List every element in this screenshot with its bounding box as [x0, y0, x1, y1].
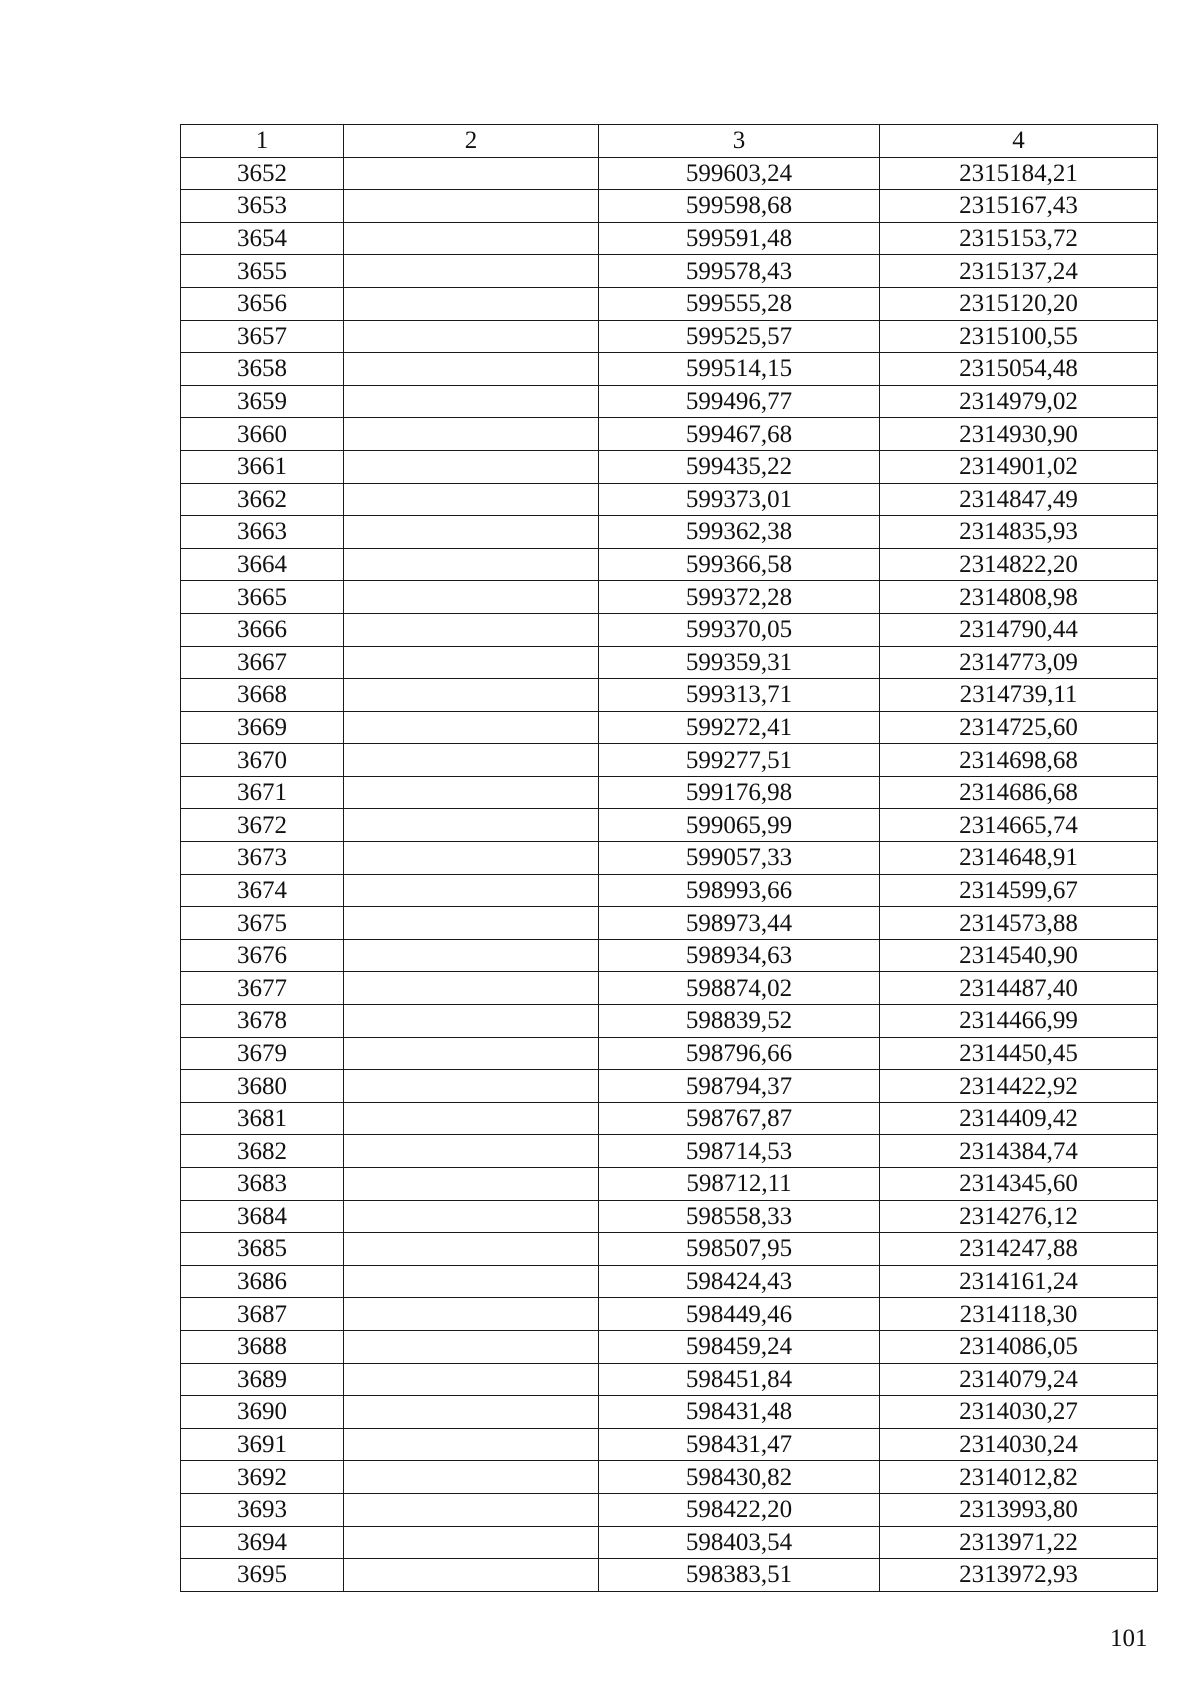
table-cell-col-3: 599555,28	[599, 287, 880, 320]
table-cell-col-3: 598431,47	[599, 1428, 880, 1461]
table-cell-col-1: 3690	[181, 1396, 344, 1429]
table-cell-col-3: 599525,57	[599, 320, 880, 353]
table-cell-col-3: 598507,95	[599, 1233, 880, 1266]
table-cell-col-2	[344, 190, 599, 223]
table-row	[181, 581, 1158, 614]
table-cell-col-1: 3695	[181, 1559, 344, 1592]
table-cell-col-1: 3663	[181, 516, 344, 549]
table-cell-col-4: 2314161,24	[880, 1265, 1158, 1298]
table-cell-col-4: 2314648,91	[880, 842, 1158, 875]
table-cell-col-2	[344, 1330, 599, 1363]
table-cell-col-3: 599065,99	[599, 809, 880, 842]
table-cell-col-1: 3671	[181, 776, 344, 809]
table-cell-col-4: 2314030,24	[880, 1428, 1158, 1461]
table-cell-col-3: 598712,11	[599, 1168, 880, 1201]
table-row	[181, 711, 1158, 744]
table-row	[181, 1005, 1158, 1038]
table-cell-col-3: 599362,38	[599, 516, 880, 549]
table-row	[181, 320, 1158, 353]
table-cell-col-1: 3672	[181, 809, 344, 842]
table-cell-col-2	[344, 972, 599, 1005]
table-header	[181, 125, 1158, 158]
table-cell-col-4: 2314118,30	[880, 1298, 1158, 1331]
table-cell-col-1: 3668	[181, 679, 344, 712]
table-row	[181, 1396, 1158, 1429]
column-header-4: 4	[880, 125, 1158, 158]
table-cell-col-3: 598714,53	[599, 1135, 880, 1168]
table-cell-col-4: 2313993,80	[880, 1493, 1158, 1526]
table-row	[181, 548, 1158, 581]
table-cell-col-4: 2315184,21	[880, 157, 1158, 190]
table-row	[181, 874, 1158, 907]
table-cell-col-1: 3682	[181, 1135, 344, 1168]
table-cell-col-4: 2314276,12	[880, 1200, 1158, 1233]
table-cell-col-1: 3652	[181, 157, 344, 190]
table-cell-col-4: 2314079,24	[880, 1363, 1158, 1396]
table-cell-col-3: 599514,15	[599, 353, 880, 386]
table-cell-col-2	[344, 1037, 599, 1070]
table-cell-col-4: 2314808,98	[880, 581, 1158, 614]
table-row	[181, 1265, 1158, 1298]
table-cell-col-1: 3658	[181, 353, 344, 386]
table-cell-col-1: 3666	[181, 613, 344, 646]
table-cell-col-2	[344, 744, 599, 777]
table-cell-col-4: 2315100,55	[880, 320, 1158, 353]
table-row	[181, 1298, 1158, 1331]
table-row	[181, 1168, 1158, 1201]
table-cell-col-1: 3679	[181, 1037, 344, 1070]
table-cell-col-2	[344, 222, 599, 255]
table-cell-col-3: 599366,58	[599, 548, 880, 581]
table-cell-col-1: 3675	[181, 907, 344, 940]
page-number: 101	[1110, 1625, 1148, 1652]
table-row	[181, 516, 1158, 549]
table-cell-col-4: 2314573,88	[880, 907, 1158, 940]
table-cell-col-4: 2314901,02	[880, 450, 1158, 483]
table-cell-col-2	[344, 809, 599, 842]
table-row	[181, 744, 1158, 777]
table-row	[181, 255, 1158, 288]
table-cell-col-3: 598874,02	[599, 972, 880, 1005]
table-cell-col-4: 2314739,11	[880, 679, 1158, 712]
table-cell-col-4: 2314345,60	[880, 1168, 1158, 1201]
table-cell-col-2	[344, 1200, 599, 1233]
column-header-1: 1	[181, 125, 344, 158]
table-cell-col-1: 3689	[181, 1363, 344, 1396]
table-cell-col-1: 3680	[181, 1070, 344, 1103]
table-row	[181, 613, 1158, 646]
table-cell-col-1: 3656	[181, 287, 344, 320]
table-cell-col-4: 2315137,24	[880, 255, 1158, 288]
table-cell-col-3: 598449,46	[599, 1298, 880, 1331]
table-cell-col-3: 599272,41	[599, 711, 880, 744]
table-row	[181, 1330, 1158, 1363]
table-cell-col-2	[344, 1168, 599, 1201]
table-cell-col-1: 3691	[181, 1428, 344, 1461]
table-cell-col-1: 3657	[181, 320, 344, 353]
table-cell-col-4: 2314540,90	[880, 939, 1158, 972]
table-cell-col-4: 2314835,93	[880, 516, 1158, 549]
table-cell-col-4: 2315167,43	[880, 190, 1158, 223]
table-cell-col-2	[344, 255, 599, 288]
table-row	[181, 1070, 1158, 1103]
table-cell-col-4: 2314012,82	[880, 1461, 1158, 1494]
table-cell-col-2	[344, 418, 599, 451]
table-cell-col-2	[344, 907, 599, 940]
table-cell-col-4: 2314086,05	[880, 1330, 1158, 1363]
table-cell-col-1: 3692	[181, 1461, 344, 1494]
table-cell-col-1: 3677	[181, 972, 344, 1005]
table-cell-col-4: 2314030,27	[880, 1396, 1158, 1429]
table-row	[181, 353, 1158, 386]
table-cell-col-3: 598558,33	[599, 1200, 880, 1233]
table-cell-col-1: 3681	[181, 1102, 344, 1135]
table-cell-col-1: 3693	[181, 1493, 344, 1526]
table-cell-col-4: 2314725,60	[880, 711, 1158, 744]
table-cell-col-3: 598973,44	[599, 907, 880, 940]
table-cell-col-3: 599372,28	[599, 581, 880, 614]
table-cell-col-2	[344, 613, 599, 646]
table-cell-col-1: 3688	[181, 1330, 344, 1363]
table-row	[181, 157, 1158, 190]
table-cell-col-1: 3670	[181, 744, 344, 777]
table-cell-col-4: 2313971,22	[880, 1526, 1158, 1559]
table-row	[181, 1428, 1158, 1461]
table-cell-col-2	[344, 1396, 599, 1429]
table-cell-col-4: 2314384,74	[880, 1135, 1158, 1168]
table-cell-col-3: 598403,54	[599, 1526, 880, 1559]
table-cell-col-3: 598451,84	[599, 1363, 880, 1396]
table-row	[181, 483, 1158, 516]
column-header-2: 2	[344, 125, 599, 158]
table-cell-col-2	[344, 353, 599, 386]
table-row	[181, 1102, 1158, 1135]
table-cell-col-2	[344, 1070, 599, 1103]
table-cell-col-4: 2314822,20	[880, 548, 1158, 581]
table-cell-col-1: 3667	[181, 646, 344, 679]
table-cell-col-3: 598431,48	[599, 1396, 880, 1429]
table-row	[181, 972, 1158, 1005]
table-cell-col-2	[344, 646, 599, 679]
table-cell-col-1: 3685	[181, 1233, 344, 1266]
table-row	[181, 450, 1158, 483]
table-cell-col-1: 3661	[181, 450, 344, 483]
table-cell-col-1: 3654	[181, 222, 344, 255]
table-cell-col-4: 2315120,20	[880, 287, 1158, 320]
table-row	[181, 1363, 1158, 1396]
table-cell-col-3: 598422,20	[599, 1493, 880, 1526]
coordinates-table	[180, 124, 1158, 1592]
table-row	[181, 418, 1158, 451]
table-row	[181, 385, 1158, 418]
table-cell-col-2	[344, 1005, 599, 1038]
table-cell-col-2	[344, 679, 599, 712]
header-row	[181, 125, 1158, 158]
table-cell-col-2	[344, 842, 599, 875]
table-cell-col-1: 3674	[181, 874, 344, 907]
table-cell-col-2	[344, 776, 599, 809]
table-cell-col-4: 2314466,99	[880, 1005, 1158, 1038]
table-cell-col-2	[344, 1428, 599, 1461]
table-cell-col-4: 2314686,68	[880, 776, 1158, 809]
table-cell-col-1: 3683	[181, 1168, 344, 1201]
table-cell-col-3: 598424,43	[599, 1265, 880, 1298]
table-cell-col-1: 3673	[181, 842, 344, 875]
table-cell-col-4: 2314409,42	[880, 1102, 1158, 1135]
table-cell-col-3: 599370,05	[599, 613, 880, 646]
table-cell-col-3: 599578,43	[599, 255, 880, 288]
table-row	[181, 190, 1158, 223]
table-row	[181, 1233, 1158, 1266]
table-cell-col-4: 2315054,48	[880, 353, 1158, 386]
table-cell-col-3: 598993,66	[599, 874, 880, 907]
table-cell-col-3: 599359,31	[599, 646, 880, 679]
table-row	[181, 1526, 1158, 1559]
table-row	[181, 776, 1158, 809]
table-cell-col-2	[344, 1102, 599, 1135]
table-cell-col-3: 599373,01	[599, 483, 880, 516]
table-cell-col-2	[344, 1559, 599, 1592]
table-row	[181, 809, 1158, 842]
table-cell-col-4: 2314790,44	[880, 613, 1158, 646]
table-cell-col-2	[344, 1493, 599, 1526]
table-cell-col-1: 3684	[181, 1200, 344, 1233]
table-cell-col-3: 598430,82	[599, 1461, 880, 1494]
table-cell-col-3: 599057,33	[599, 842, 880, 875]
table-cell-col-2	[344, 1526, 599, 1559]
table-cell-col-1: 3686	[181, 1265, 344, 1298]
table-cell-col-3: 599435,22	[599, 450, 880, 483]
table-cell-col-4: 2314979,02	[880, 385, 1158, 418]
table-cell-col-2	[344, 548, 599, 581]
table-cell-col-2	[344, 1265, 599, 1298]
table-cell-col-3: 599277,51	[599, 744, 880, 777]
table-row	[181, 842, 1158, 875]
table-cell-col-3: 599598,68	[599, 190, 880, 223]
table-row	[181, 1559, 1158, 1592]
table-cell-col-1: 3694	[181, 1526, 344, 1559]
table-cell-col-4: 2314773,09	[880, 646, 1158, 679]
table-cell-col-3: 598459,24	[599, 1330, 880, 1363]
column-header-3: 3	[599, 125, 880, 158]
table-cell-col-1: 3664	[181, 548, 344, 581]
table-cell-col-2	[344, 874, 599, 907]
table-cell-col-2	[344, 939, 599, 972]
table-cell-col-3: 599591,48	[599, 222, 880, 255]
table-cell-col-3: 598796,66	[599, 1037, 880, 1070]
table-cell-col-2	[344, 157, 599, 190]
table-cell-col-4: 2314247,88	[880, 1233, 1158, 1266]
table-cell-col-3: 599467,68	[599, 418, 880, 451]
table-cell-col-4: 2314665,74	[880, 809, 1158, 842]
table-cell-col-2	[344, 516, 599, 549]
table-cell-col-1: 3660	[181, 418, 344, 451]
table-cell-col-1: 3687	[181, 1298, 344, 1331]
table-cell-col-4: 2314487,40	[880, 972, 1158, 1005]
table-cell-col-2	[344, 385, 599, 418]
table-cell-col-4: 2314450,45	[880, 1037, 1158, 1070]
table-body	[181, 157, 1158, 1591]
table-cell-col-3: 598794,37	[599, 1070, 880, 1103]
table-cell-col-2	[344, 581, 599, 614]
table-cell-col-2	[344, 1461, 599, 1494]
table-cell-col-3: 598934,63	[599, 939, 880, 972]
table-row	[181, 1200, 1158, 1233]
table-cell-col-2	[344, 1298, 599, 1331]
table-cell-col-1: 3659	[181, 385, 344, 418]
table-cell-col-1: 3676	[181, 939, 344, 972]
table-row	[181, 222, 1158, 255]
table-cell-col-3: 599313,71	[599, 679, 880, 712]
table-row	[181, 646, 1158, 679]
table-cell-col-2	[344, 287, 599, 320]
table-cell-col-2	[344, 483, 599, 516]
table-row	[181, 907, 1158, 940]
table-cell-col-2	[344, 1363, 599, 1396]
table-row	[181, 1493, 1158, 1526]
table-cell-col-1: 3678	[181, 1005, 344, 1038]
table-cell-col-4: 2314422,92	[880, 1070, 1158, 1103]
table-cell-col-1: 3662	[181, 483, 344, 516]
table-row	[181, 939, 1158, 972]
table-cell-col-2	[344, 320, 599, 353]
table-cell-col-4: 2314847,49	[880, 483, 1158, 516]
table-cell-col-3: 599496,77	[599, 385, 880, 418]
table-row	[181, 1135, 1158, 1168]
table-cell-col-4: 2315153,72	[880, 222, 1158, 255]
table-cell-col-3: 599176,98	[599, 776, 880, 809]
table-cell-col-1: 3653	[181, 190, 344, 223]
table-cell-col-4: 2314930,90	[880, 418, 1158, 451]
table-cell-col-2	[344, 450, 599, 483]
table-cell-col-3: 598767,87	[599, 1102, 880, 1135]
table-cell-col-2	[344, 1135, 599, 1168]
table-cell-col-1: 3669	[181, 711, 344, 744]
table-row	[181, 679, 1158, 712]
table-cell-col-1: 3655	[181, 255, 344, 288]
table-cell-col-2	[344, 1233, 599, 1266]
table-cell-col-4: 2313972,93	[880, 1559, 1158, 1592]
table-row	[181, 1461, 1158, 1494]
table-row	[181, 1037, 1158, 1070]
table-row	[181, 287, 1158, 320]
table-cell-col-1: 3665	[181, 581, 344, 614]
table-cell-col-4: 2314599,67	[880, 874, 1158, 907]
table-cell-col-3: 598383,51	[599, 1559, 880, 1592]
table-cell-col-4: 2314698,68	[880, 744, 1158, 777]
table-cell-col-3: 599603,24	[599, 157, 880, 190]
table-cell-col-3: 598839,52	[599, 1005, 880, 1038]
table-cell-col-2	[344, 711, 599, 744]
